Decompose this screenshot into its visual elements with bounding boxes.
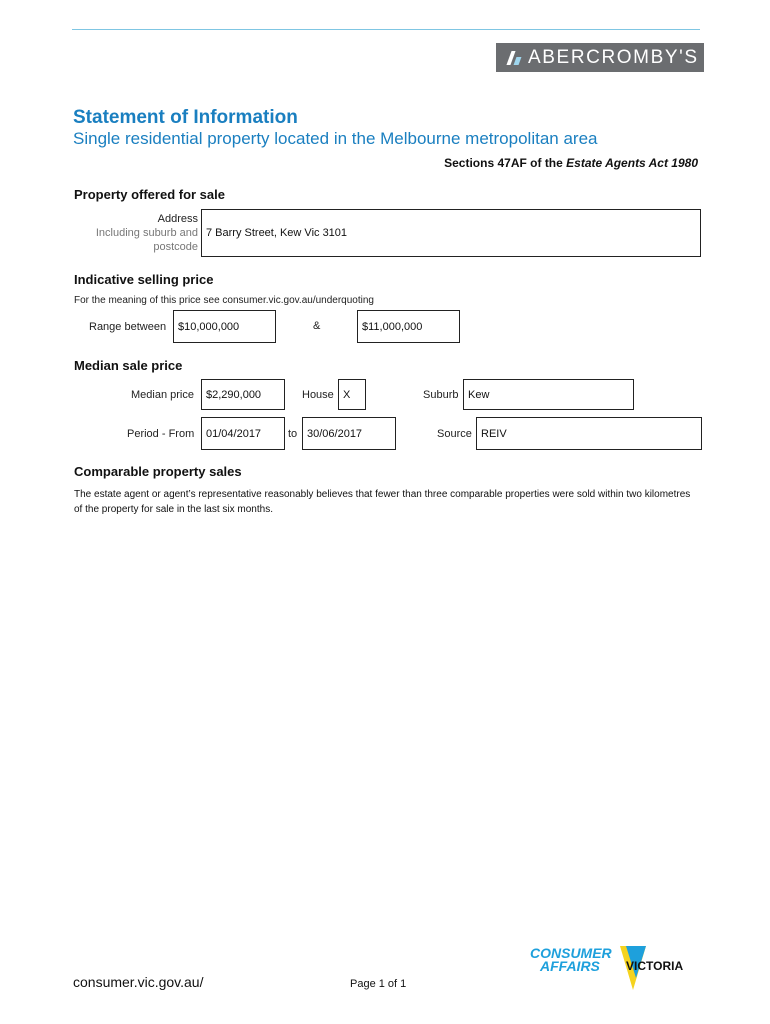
period-to-value: 30/06/2017 (307, 427, 363, 440)
suburb-label: Suburb (423, 389, 459, 401)
suburb-field[interactable] (463, 379, 634, 410)
house-value: X (343, 388, 351, 401)
address-value: 7 Barry Street, Kew Vic 3101 (206, 227, 348, 239)
address-field[interactable] (201, 209, 701, 257)
address-sublabel: Including suburb and (95, 227, 198, 239)
page-subtitle: Single residential property located in the Melbourne metropolitan area (73, 129, 598, 148)
footer-url[interactable]: consumer.vic.gov.au/ (73, 974, 204, 990)
sections-reference (444, 156, 698, 170)
source-field[interactable] (476, 417, 702, 450)
logo-affairs: AFFAIRS (540, 958, 600, 974)
sections-prefix: Sections 47AF of the (444, 156, 567, 170)
top-rule (72, 29, 700, 30)
house-label: House (302, 389, 334, 401)
median-heading: Median sale price (74, 358, 183, 373)
page-number: Page 1 of 1 (350, 978, 407, 990)
source-label: Source (437, 428, 472, 440)
comparable-heading: Comparable property sales (74, 464, 242, 479)
price-note: For the meaning of this price see consumer.vic.gov.au/underquoting (74, 295, 374, 306)
price-heading: Indicative selling price (74, 272, 214, 287)
logo-consumer: CONSUMER (530, 945, 612, 961)
period-from-value: 01/04/2017 (206, 427, 262, 440)
median-price-label: Median price (131, 389, 194, 401)
range-separator: & (313, 320, 321, 332)
period-label: Period - From (127, 428, 195, 440)
period-from-field[interactable] (201, 417, 285, 450)
page-title: Statement of Information (73, 107, 298, 128)
address-label: Address (157, 213, 198, 225)
median-price-field[interactable] (201, 379, 285, 410)
period-to-field[interactable] (302, 417, 396, 450)
price-high-field[interactable] (357, 310, 460, 343)
property-heading: Property offered for sale (74, 187, 225, 202)
period-to-label: to (288, 428, 298, 440)
logo-victoria: VICTORIA (626, 959, 684, 973)
comparable-text: The estate agent or agent’s representative reasonably believes that fewer than three comparable properties were sold within two kilometres of the property for sale in the last six months. (74, 489, 691, 515)
suburb-value: Kew (468, 388, 490, 401)
agency-logo-mark-icon (506, 51, 520, 65)
price-high: $11,000,000 (362, 320, 423, 333)
median-price-value: $2,290,000 (206, 388, 262, 401)
agency-name: ABERCROMBY'S (528, 46, 699, 68)
consumer-affairs-victoria-logo (528, 944, 704, 992)
price-low-field[interactable] (173, 310, 276, 343)
agency-logo (496, 43, 704, 72)
range-label: Range between (89, 321, 167, 333)
act-name: Estate Agents Act 1980 (566, 156, 698, 170)
address-sublabel-postcode: postcode (153, 241, 198, 253)
house-field[interactable] (338, 379, 366, 410)
source-value: REIV (481, 427, 507, 440)
price-low: $10,000,000 (178, 320, 240, 333)
